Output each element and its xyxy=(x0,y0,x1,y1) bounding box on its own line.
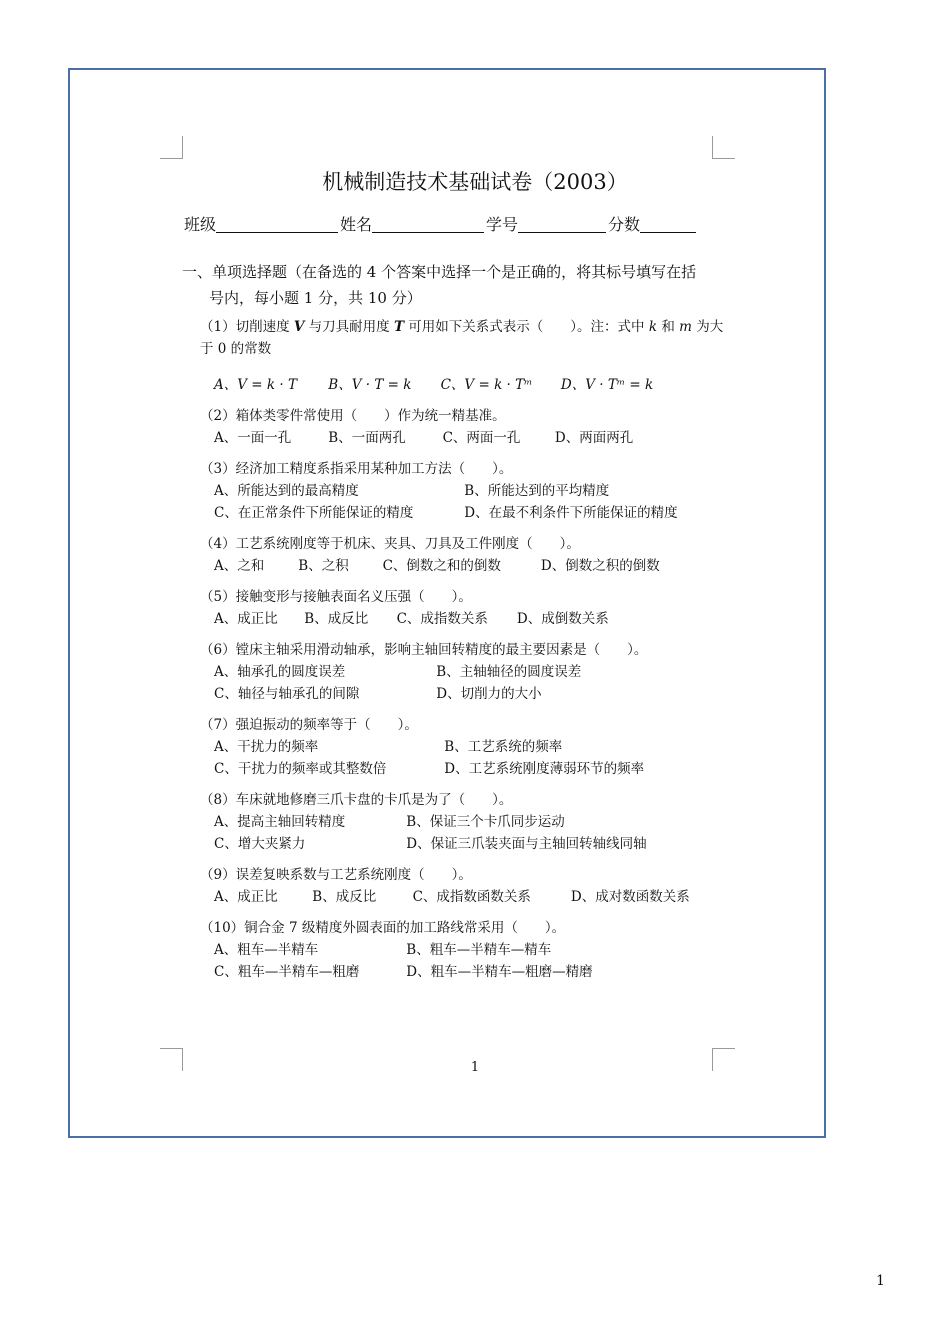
option-b: B、成反比 xyxy=(312,889,377,905)
option-a: A、成正比 xyxy=(214,889,278,905)
class-label: 班级 xyxy=(184,215,217,234)
option-b: B、保证三个卡爪同步运动 xyxy=(406,814,565,830)
page-number: 1 xyxy=(470,1060,480,1075)
options xyxy=(200,811,730,833)
option-a: A、V = k · T xyxy=(214,377,297,393)
question-stem: （4）工艺系统刚度等于机床、夹具、刀具及工件刚度（ ）。 xyxy=(200,536,580,552)
question-8 xyxy=(200,789,730,855)
crop-mark-top-right xyxy=(712,136,735,159)
question-stem: （5）接触变形与接触表面名义压强（ ）。 xyxy=(200,589,472,605)
score-blank xyxy=(640,216,696,233)
question-stem: （2）箱体类零件常使用（ ）作为统一精基准。 xyxy=(200,408,506,424)
question-stem: （6）镗床主轴采用滑动轴承，影响主轴回转精度的最主要因素是（ ）。 xyxy=(200,642,648,658)
option-c: C、增大夹紧力 xyxy=(214,836,306,852)
options xyxy=(200,758,730,780)
option-d: D、成对数函数关系 xyxy=(570,889,690,905)
option-d: D、倒数之积的倒数 xyxy=(540,558,660,574)
option-b: B、之积 xyxy=(298,558,349,574)
option-d: D、成倒数关系 xyxy=(516,611,609,627)
option-c: C、轴径与轴承孔的间隙 xyxy=(214,686,360,702)
question-stem: （10）铜合金 7 级精度外圆表面的加工路线常采用（ ）。 xyxy=(200,920,566,936)
question-7 xyxy=(200,714,730,780)
question-1 xyxy=(200,316,730,396)
sheet-number: 1 xyxy=(876,1273,885,1289)
question-stem: （3）经济加工精度系指采用某种加工方法（ ）。 xyxy=(200,461,513,477)
option-d: D、粗车—半精车—粗磨—精磨 xyxy=(406,964,593,980)
option-b: B、工艺系统的频率 xyxy=(444,739,563,755)
options xyxy=(200,736,730,758)
options xyxy=(200,683,730,705)
option-d: D、两面两孔 xyxy=(554,430,634,446)
student-id-label: 学号 xyxy=(486,215,519,234)
question-stem: （8）车床就地修磨三爪卡盘的卡爪是为了（ ）。 xyxy=(200,792,513,808)
option-b: B、V · T = k xyxy=(328,377,412,393)
options xyxy=(200,833,730,855)
option-a: A、粗车—半精车 xyxy=(214,942,319,958)
option-b: B、一面两孔 xyxy=(328,430,406,446)
option-a: A、一面一孔 xyxy=(214,430,292,446)
question-3 xyxy=(200,458,730,524)
student-info-row xyxy=(184,212,698,235)
option-a: A、提高主轴回转精度 xyxy=(214,814,346,830)
question-9 xyxy=(200,864,730,908)
crop-mark-top-left xyxy=(160,136,183,159)
options xyxy=(200,961,730,983)
options xyxy=(200,939,730,961)
option-c: C、在正常条件下所能保证的精度 xyxy=(214,505,414,521)
exam-title: 机械制造技术基础试卷（2003） xyxy=(322,170,628,194)
options xyxy=(200,886,730,908)
option-d: D、在最不利条件下所能保证的精度 xyxy=(464,505,678,521)
question-stem: （7）强迫振动的频率等于（ ）。 xyxy=(200,717,418,733)
question-10 xyxy=(200,917,730,983)
student-id-blank xyxy=(518,216,606,233)
option-a: A、成正比 xyxy=(214,611,278,627)
option-a: A、所能达到的最高精度 xyxy=(214,483,359,499)
option-d: D、保证三爪装夹面与主轴回转轴线同轴 xyxy=(406,836,647,852)
options xyxy=(200,555,730,577)
options xyxy=(200,661,730,683)
section-heading-line-2: 号内，每小题 1 分，共 10 分） xyxy=(209,289,422,307)
option-a: A、干扰力的频率 xyxy=(214,739,319,755)
option-d: D、工艺系统刚度薄弱环节的频率 xyxy=(444,761,645,777)
option-c: C、成指数函数关系 xyxy=(412,889,531,905)
question-stem: （9）误差复映系数与工艺系统刚度（ ）。 xyxy=(200,867,472,883)
option-b: B、成反比 xyxy=(304,611,369,627)
options xyxy=(200,502,730,524)
options xyxy=(200,480,730,502)
question-4 xyxy=(200,533,730,577)
option-c: C、倒数之和的倒数 xyxy=(382,558,501,574)
question-list xyxy=(200,316,730,992)
question-6 xyxy=(200,639,730,705)
option-b: B、粗车—半精车—精车 xyxy=(406,942,552,958)
option-c: C、两面一孔 xyxy=(442,430,521,446)
score-label: 分数 xyxy=(608,215,641,234)
name-label: 姓名 xyxy=(340,215,373,234)
options xyxy=(200,427,730,449)
option-a: A、之和 xyxy=(214,558,265,574)
section-heading-line-1: 一、单项选择题（在备选的 4 个答案中选择一个是正确的，将其标号填写在括 xyxy=(182,263,697,281)
option-b: B、所能达到的平均精度 xyxy=(464,483,610,499)
option-c: C、成指数关系 xyxy=(396,611,488,627)
option-d: D、V · Tᵐ = k xyxy=(560,377,654,393)
section-heading xyxy=(182,259,722,311)
class-blank xyxy=(216,216,338,233)
options xyxy=(200,374,730,396)
name-blank xyxy=(372,216,484,233)
option-c: C、V = k · Tᵐ xyxy=(440,377,533,393)
options xyxy=(200,608,730,630)
question-2 xyxy=(200,405,730,449)
option-d: D、切削力的大小 xyxy=(436,686,542,702)
option-a: A、轴承孔的圆度误差 xyxy=(214,664,346,680)
option-b: B、主轴轴径的圆度误差 xyxy=(436,664,582,680)
question-stem: （1）切削速度 V 与刀具耐用度 T 可用如下关系式表示（ ）。注：式中 k 和 m 为大于 0 的常数 xyxy=(200,319,724,357)
question-5 xyxy=(200,586,730,630)
option-c: C、干扰力的频率或其整数倍 xyxy=(214,761,387,777)
option-c: C、粗车—半精车—粗磨 xyxy=(214,964,360,980)
